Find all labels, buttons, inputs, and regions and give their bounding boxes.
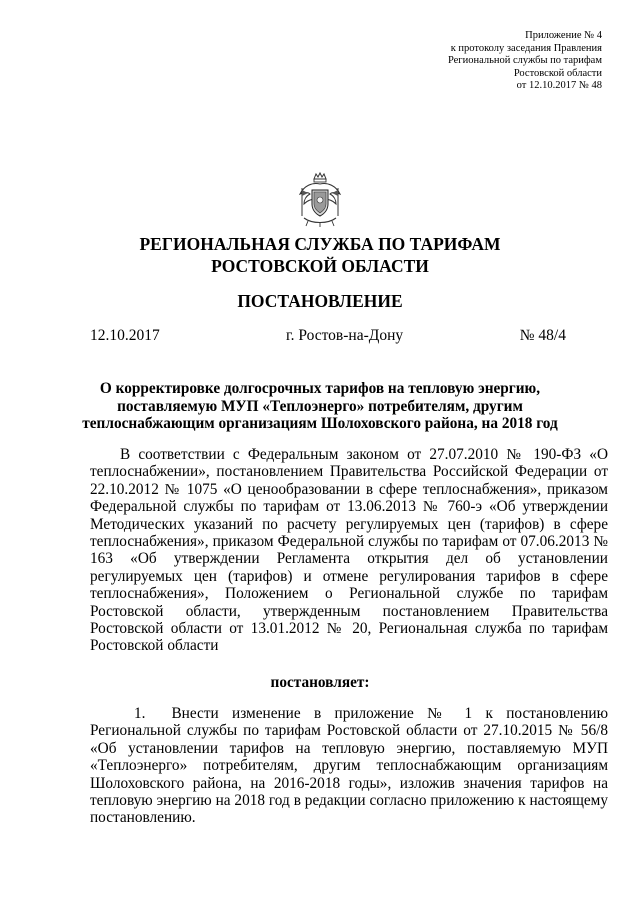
document-city: г. Ростов-на-Дону [286, 327, 404, 344]
annex-line: Региональной службы по тарифам [447, 55, 602, 67]
preamble-paragraph: В соответствии с Федеральным законом от 27.07.2010 № 190-ФЗ «О теплоснабжении», постановлением Правительства Российской Федерации от 22.10.2012 № 1075 «О ценообразовании в сфере теплоснабжения», приказом Федеральной службы по тарифам от 13.06.2013 № 760-э «Об утверждении Методических указаний по расчету регулируемых цен (тарифов) в сфере теплоснабжения», приказом Федеральной службы по тарифам от 07.06.2013 № 163 «Об утверждении Регламента открытия дел об установлении регулируемых цен (тарифов) и отмене регулирования тарифов в сфере теплоснабжения», Положением о Региональной службе по тарифам Ростовской области, утвержденным постановлением Правительства Ростовской области от 13.01.2012 № 20, Региональная служба по тарифам Ростовской области [90, 446, 608, 655]
agency-name-line2: РОСТОВСКОЙ ОБЛАСТИ [211, 256, 429, 276]
annex-line: от 12.10.2017 № 48 [516, 80, 602, 92]
subject-line: поставляемую МУП «Теплоэнерго» потребителям, другим [117, 397, 523, 415]
document-meta [90, 326, 566, 346]
document-number: № 48/4 [519, 327, 566, 344]
annex-line: Приложение № 4 [525, 30, 602, 41]
agency-name [0, 233, 640, 277]
item-1-text: Внести изменение в приложение № 1 к постановлению Региональной службы по тарифам Ростовской области от 27.10.2015 № 56/8 «Об установлении тарифов на тепловую энергию, поставляемую МУП «Теплоэнерго» потребителям, другим теплоснабжающим организациям Шолоховского района, на 2016-2018 годы», изложив значения тарифов на тепловую энергию на 2018 год в редакции согласно приложению к настоящему постановлению. [90, 705, 608, 827]
subject-line: О корректировке долгосрочных тарифов на тепловую энергию, [99, 380, 541, 397]
annex-line: к протоколу заседания Правления [450, 42, 602, 54]
document-date: 12.10.2017 [90, 327, 160, 344]
subject-line: теплоснабжающим организациям Шолоховского района, на 2018 год [82, 415, 558, 432]
annex-note [448, 30, 602, 93]
document-type: ПОСТАНОВЛЕНИЕ [237, 291, 403, 311]
decree-word: постановляет: [270, 674, 370, 691]
agency-name-line1: РЕГИОНАЛЬНАЯ СЛУЖБА ПО ТАРИФАМ [139, 234, 501, 254]
item-1-number: 1. [134, 705, 146, 722]
item-1-paragraph [90, 705, 608, 827]
annex-line: Ростовской области [513, 67, 602, 79]
emblem [0, 170, 640, 235]
document-subject [60, 380, 580, 433]
coat-of-arms-icon [290, 170, 350, 230]
